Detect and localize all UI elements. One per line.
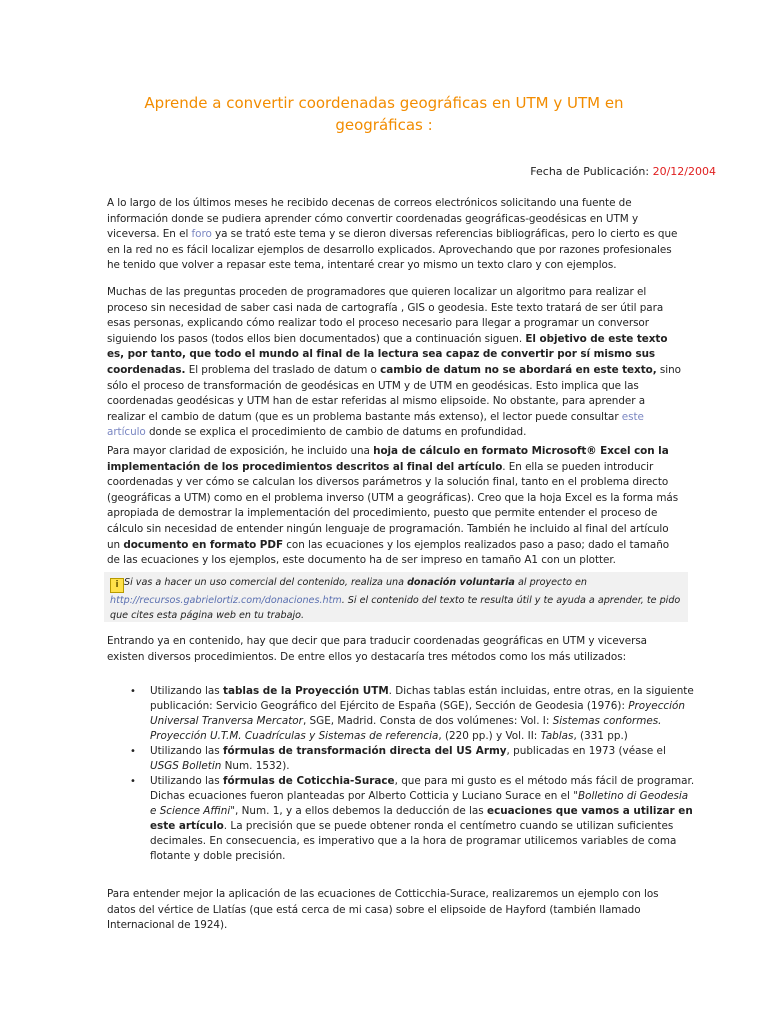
text: , (331 pp.) — [573, 730, 628, 742]
list-item — [107, 774, 697, 864]
publication-date-label: Fecha de Publicación: — [530, 165, 650, 178]
text: Utilizando las — [150, 745, 223, 757]
bold-text: documento en formato PDF — [123, 538, 284, 551]
text: Muchas de las preguntas proceden de programadores que quieren localizar un algoritmo para realizar el proceso sin necesidad de saber casi nada de cartografía , GIS o geodesia. Este texto tratará de ser útil para esas personas, explicando cómo realizar todo el proceso necesario para llegar a programar un conversor siguiendo los pasos (todos ellos bien documentados) que a continuación siguen. — [107, 286, 664, 345]
paragraph-example: Para entender mejor la aplicación de las ecuaciones de Cotticchia-Surace, realizaremos un ejemplo con los datos del vértice de Llatías (que está cerca de mi casa) sobre el elipsoide de Hayford (también llamado Internacional de 1924). — [107, 888, 659, 932]
methods-list — [107, 684, 697, 864]
bold-text: ecuaciones que vamos a utilizar en este artículo — [150, 805, 693, 832]
text: , SGE, Madrid. Consta de dos volúmenes: Vol. I: — [302, 715, 553, 727]
text: ya se trató este tema y se dieron diversas referencias bibliográficas, pero lo cierto es que en la red no es fácil localizar ejemplos de desarrollo explicados. Aprovechando que por razones profesionales he tenido que volver a repasar este tema, intentaré crear yo mismo un texto claro y con ejemplos. — [107, 228, 678, 272]
text: . En ella se pueden introducir coordenadas y ver cómo se calculan los diversos parámetros y la solución final, tanto en el problema directo (geográficas a UTM) como en el problema inverso (UTM a geográficas). Creo que la hoja Excel es la forma más apropiada de demostrar la implementación del procedimiento, puesto que permite entender el proceso de cálculo sin necesidad de entender ningún lenguaje de programación. También he incluido al final del artículo un — [107, 460, 679, 551]
bold-text: tablas de la Proyección UTM — [222, 685, 389, 697]
text: , publicadas en 1973 (véase el — [506, 745, 666, 757]
list-item — [107, 744, 697, 774]
bold-text: El objetivo de este texto es, por tanto, que todo el mundo al final de la lectura sea capaz de convertir por sí mismo sus coordenadas. — [107, 332, 668, 376]
text: . Dichas tablas están incluidas, entre otras, en la siguiente publicación: Servicio Geográfico del Ejército de España (SGE), Sección de Geodesia (1976): — [150, 685, 694, 712]
italic-text: Proyección Universal Tranversa Mercator — [150, 700, 685, 727]
publication-date — [530, 165, 716, 178]
text: donde se explica el procedimiento de cambio de datums en profundidad. — [145, 426, 527, 439]
list-item — [107, 684, 697, 744]
italic-text: Tablas — [540, 730, 574, 742]
text: El problema del traslado de datum o — [185, 363, 381, 376]
italic-text: "Bolletino di Geodesia e Science Affini" — [150, 790, 689, 817]
bold-text: cambio de datum no se abordará en este texto, — [380, 363, 657, 376]
text: , Num. 1, y a ellos debemos la deducción de las — [235, 805, 488, 817]
bold-text: hoja de cálculo en formato Microsoft® Excel con la implementación de los procedimientos descritos al final del artículo — [107, 445, 669, 473]
bold-text: fórmulas de Coticchia-Surace — [222, 775, 395, 787]
text: Num. 1532). — [221, 760, 290, 772]
text: . Si el contenido del texto te resulta útil y te ayuda a aprender, te pido que cites esta página web en tu trabajo. — [110, 595, 681, 621]
italic-text: Sistemas conformes. Proyección U.T.M. Cuadrículas y Sistemas de referencia — [150, 715, 662, 742]
bullet: • — [130, 686, 136, 697]
bold-text: fórmulas de transformación directa del US Army — [222, 745, 507, 757]
text: Utilizando las — [150, 685, 223, 697]
text: al proyecto en — [514, 577, 587, 588]
paragraph-objective — [107, 285, 683, 441]
info-icon: i — [110, 578, 124, 593]
text: con las ecuaciones y los ejemplos realizados paso a paso; dado el tamaño de las ecuaciones y los ejemplos, este documento ha de ser impreso en tamaño A1 con un plotter. — [107, 538, 670, 567]
text: . La precisión que se puede obtener ronda el centímetro cuando se utilizan suficientes decimales. En consecuencia, es imperativo que a la hora de programar utilicemos variables de coma flotante y doble precisión. — [150, 820, 677, 862]
donation-note — [104, 572, 688, 622]
text: Para mayor claridad de exposición, he incluido una — [107, 445, 374, 457]
publication-date-value: 20/12/2004 — [652, 165, 716, 178]
text: , que para mi gusto es el método más fácil de programar. Dichas ecuaciones fueron planteadas por Alberto Cotticia y Luciano Surace en el — [150, 775, 695, 802]
text: , (220 pp.) y Vol. II: — [438, 730, 541, 742]
article-title: Aprende a convertir coordenadas geográficas en UTM y UTM en geográficas : — [144, 94, 624, 134]
bullet: • — [130, 776, 136, 787]
text: A lo largo de los últimos meses he recibido decenas de correos electrónicos solicitando una fuente de información donde se pudiera aprender cómo convertir coordenadas geográficas-geodésicas en UTM y viceversa. En el — [107, 197, 639, 241]
bold-text: donación voluntaria — [407, 577, 515, 588]
este-articulo-link[interactable]: este artículo — [107, 410, 644, 439]
text: Si vas a hacer un uso comercial del contenido, realiza una — [124, 577, 408, 588]
text: Utilizando las — [150, 775, 223, 787]
paragraph-intro — [107, 196, 683, 274]
foro-link[interactable]: foro — [191, 228, 212, 241]
paragraph-excel — [107, 444, 683, 569]
donation-link[interactable]: http://recursos.gabrielortiz.com/donaciones.htm — [110, 595, 342, 606]
text: sino sólo el proceso de transformación de geodésicas en UTM y de UTM en geodésicas. Esto implica que las coordenadas geodésicas y UTM han de estar referidas al mismo elipsoide. No obstante, para aprender a realizar el cambio de datum (que es un problema bastante más extenso), el lector puede consultar — [107, 363, 681, 423]
italic-text: USGS Bolletin — [150, 760, 222, 772]
paragraph-methods-intro: Entrando ya en contenido, hay que decir que para traducir coordenadas geográficas en UTM y viceversa existen diversos procedimientos. De entre ellos yo destacaría tres métodos como los más utilizados: — [107, 635, 648, 663]
bullet: • — [130, 746, 136, 757]
